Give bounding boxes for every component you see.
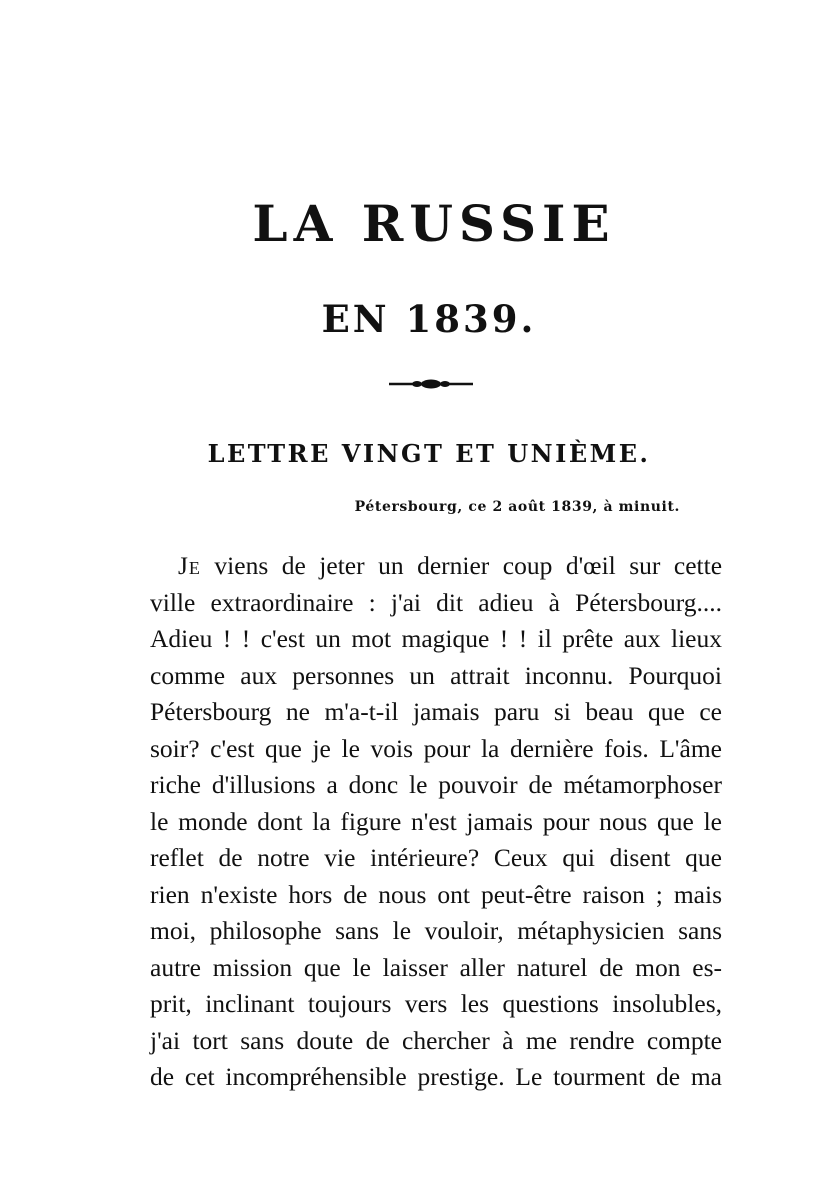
text-line: autre mission que le laisser aller naturel de mon es- [150, 952, 722, 982]
letter-heading: LETTRE VINGT ET UNIÈME. [207, 439, 651, 468]
text-line: rien n'existe hors de nous ont peut-être raison ; mais [150, 879, 722, 909]
text-line: j'ai tort sans doute de chercher à me rendre compte [150, 1025, 722, 1055]
text-line: soir? c'est que je le vois pour la dernière fois. L'âme [150, 733, 722, 763]
text-line [150, 548, 722, 585]
text-line: de cet incompréhensible prestige. Le tourment de ma [150, 1062, 722, 1091]
text-line: Pétersbourg ne m'a-t-il jamais paru si beau que ce [150, 697, 722, 726]
ornament-divider [387, 378, 475, 390]
text-line: comme aux personnes un attrait inconnu. Pourquoi [150, 660, 722, 690]
dateline: Pétersbourg, ce 2 août 1839, à minuit. [354, 499, 680, 515]
first-word: Je [178, 551, 201, 580]
text-line: reflet de notre vie intérieure? Ceux qui disent que [150, 843, 722, 872]
book-title: LA RUSSIE [252, 194, 616, 253]
text-line: le monde dont la figure n'est jamais pour nous que le [150, 806, 722, 836]
body-paragraph [150, 548, 722, 1096]
text-line: ville extraordinaire : j'ai dit adieu à Pétersbourg.... [150, 587, 722, 617]
book-subtitle-year: EN 1839. [321, 297, 537, 341]
text-line: moi, philosophe sans le vouloir, métaphysicien sans [150, 916, 722, 945]
text-line: Adieu ! ! c'est un mot magique ! ! il prête aux lieux [150, 624, 722, 653]
text-line-content: viens de jeter un dernier coup d'œil sur cette [214, 551, 723, 580]
text-line: riche d'illusions a donc le pouvoir de métamorphoser [150, 770, 722, 799]
text-line: prit, inclinant toujours vers les questions insolubles, [150, 989, 722, 1018]
